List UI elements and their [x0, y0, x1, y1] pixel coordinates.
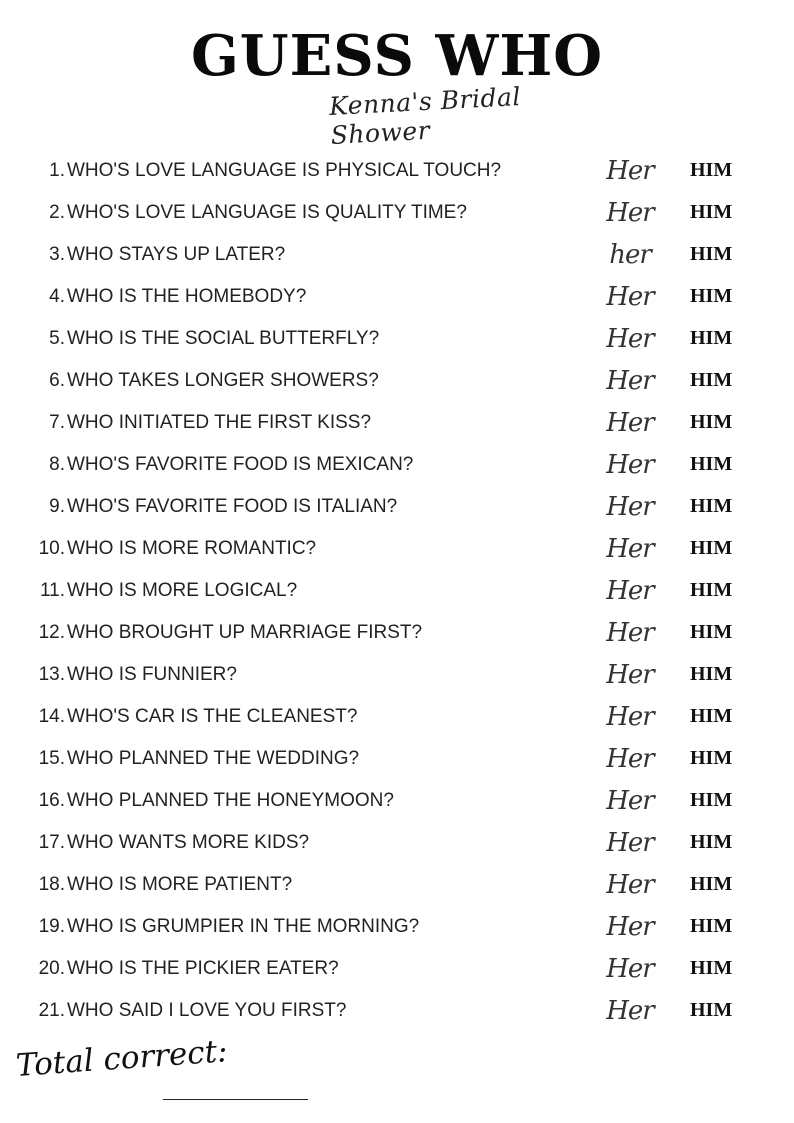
question-text: WHO IS THE HOMEBODY?: [67, 286, 307, 307]
answer-him[interactable]: HIM: [690, 495, 733, 517]
question-number: 8.: [49, 454, 65, 475]
answer-her[interactable]: Her: [606, 996, 654, 1026]
question-number: 7.: [49, 412, 65, 433]
page-title: GUESS WHO: [190, 23, 604, 89]
answer-her[interactable]: her: [609, 240, 651, 270]
question-text: WHO IS THE PICKIER EATER?: [67, 958, 339, 979]
answer-her[interactable]: Her: [606, 492, 654, 522]
answer-him[interactable]: HIM: [690, 915, 733, 937]
question-number: 13.: [38, 664, 65, 685]
answer-her[interactable]: Her: [606, 702, 654, 732]
question-number: 17.: [38, 832, 65, 853]
question-text: WHO'S LOVE LANGUAGE IS QUALITY TIME?: [67, 202, 467, 223]
question-row: [0, 612, 794, 654]
question-number: 4.: [49, 286, 65, 307]
total-correct-label: Total correct:: [14, 1033, 229, 1084]
question-row: [0, 402, 794, 444]
question-text: WHO'S LOVE LANGUAGE IS PHYSICAL TOUCH?: [67, 160, 502, 181]
question-row: [0, 738, 794, 780]
question-text: WHO IS THE SOCIAL BUTTERFLY?: [67, 328, 380, 349]
answer-him[interactable]: HIM: [690, 285, 733, 307]
question-number: 6.: [49, 370, 65, 391]
question-text: WHO BROUGHT UP MARRIAGE FIRST?: [67, 622, 423, 643]
answer-him[interactable]: HIM: [690, 327, 733, 349]
question-text: WHO PLANNED THE HONEYMOON?: [67, 790, 394, 811]
question-text: WHO STAYS UP LATER?: [67, 244, 286, 265]
question-number: 2.: [49, 202, 65, 223]
question-number: 10.: [38, 538, 65, 559]
answer-her[interactable]: Her: [606, 912, 654, 942]
answer-him[interactable]: HIM: [690, 453, 733, 475]
question-text: WHO'S CAR IS THE CLEANEST?: [67, 706, 358, 727]
question-number: 15.: [38, 748, 65, 769]
question-row: [0, 192, 794, 234]
answer-her[interactable]: Her: [606, 324, 654, 354]
answer-him[interactable]: HIM: [690, 789, 733, 811]
question-number: 19.: [38, 916, 65, 937]
question-row: [0, 990, 794, 1032]
question-row: [0, 318, 794, 360]
answer-her[interactable]: Her: [606, 366, 654, 396]
question-row: [0, 234, 794, 276]
answer-her[interactable]: Her: [606, 870, 654, 900]
question-number: 12.: [38, 622, 65, 643]
answer-him[interactable]: HIM: [690, 201, 733, 223]
question-text: WHO INITIATED THE FIRST KISS?: [67, 412, 372, 433]
question-row: [0, 570, 794, 612]
question-number: 18.: [38, 874, 65, 895]
question-text: WHO IS MORE LOGICAL?: [67, 580, 298, 601]
answer-her[interactable]: Her: [606, 660, 654, 690]
question-number: 5.: [49, 328, 65, 349]
answer-him[interactable]: HIM: [690, 747, 733, 769]
question-text: WHO'S FAVORITE FOOD IS MEXICAN?: [67, 454, 414, 475]
question-number: 20.: [38, 958, 65, 979]
question-number: 21.: [38, 1000, 65, 1021]
question-text: WHO TAKES LONGER SHOWERS?: [67, 370, 379, 391]
question-row: [0, 654, 794, 696]
question-row: [0, 360, 794, 402]
question-row: [0, 150, 794, 192]
answer-her[interactable]: Her: [606, 576, 654, 606]
answer-him[interactable]: HIM: [690, 579, 733, 601]
total-correct-blank: [163, 1099, 308, 1100]
question-row: [0, 948, 794, 990]
question-number: 1.: [49, 160, 65, 181]
page-subtitle: Kenna's Bridal Shower: [328, 82, 522, 150]
question-number: 3.: [49, 244, 65, 265]
question-number: 11.: [39, 580, 65, 601]
question-text: WHO IS FUNNIER?: [67, 664, 237, 685]
answer-her[interactable]: Her: [606, 828, 654, 858]
answer-her[interactable]: Her: [606, 408, 654, 438]
question-text: WHO IS GRUMPIER IN THE MORNING?: [67, 916, 420, 937]
question-text: WHO'S FAVORITE FOOD IS ITALIAN?: [67, 496, 398, 517]
question-text: WHO IS MORE ROMANTIC?: [67, 538, 317, 559]
question-text: WHO IS MORE PATIENT?: [67, 874, 293, 895]
question-text: WHO WANTS MORE KIDS?: [67, 832, 310, 853]
answer-him[interactable]: HIM: [690, 873, 733, 895]
answer-her[interactable]: Her: [606, 954, 654, 984]
question-row: [0, 276, 794, 318]
question-row: [0, 822, 794, 864]
answer-him[interactable]: HIM: [690, 369, 733, 391]
answer-her[interactable]: Her: [606, 282, 654, 312]
answer-him[interactable]: HIM: [690, 621, 733, 643]
answer-him[interactable]: HIM: [690, 957, 733, 979]
answer-her[interactable]: Her: [606, 156, 654, 186]
question-number: 16.: [38, 790, 65, 811]
answer-him[interactable]: HIM: [690, 999, 733, 1021]
answer-him[interactable]: HIM: [690, 411, 733, 433]
answer-her[interactable]: Her: [606, 786, 654, 816]
question-text: WHO PLANNED THE WEDDING?: [67, 748, 360, 769]
question-row: [0, 906, 794, 948]
answer-her[interactable]: Her: [606, 450, 654, 480]
answer-her[interactable]: Her: [606, 534, 654, 564]
answer-him[interactable]: HIM: [690, 243, 733, 265]
answer-him[interactable]: HIM: [690, 159, 733, 181]
question-row: [0, 864, 794, 906]
answer-her[interactable]: Her: [606, 744, 654, 774]
question-number: 14.: [38, 706, 65, 727]
question-number: 9.: [49, 496, 65, 517]
question-row: [0, 528, 794, 570]
question-row: [0, 486, 794, 528]
question-text: WHO SAID I LOVE YOU FIRST?: [67, 1000, 347, 1021]
answer-him[interactable]: HIM: [690, 663, 733, 685]
answer-her[interactable]: Her: [606, 198, 654, 228]
question-row: [0, 780, 794, 822]
answer-her[interactable]: Her: [606, 618, 654, 648]
answer-him[interactable]: HIM: [690, 537, 733, 559]
answer-him[interactable]: HIM: [690, 831, 733, 853]
question-row: [0, 696, 794, 738]
answer-him[interactable]: HIM: [690, 705, 733, 727]
question-row: [0, 444, 794, 486]
